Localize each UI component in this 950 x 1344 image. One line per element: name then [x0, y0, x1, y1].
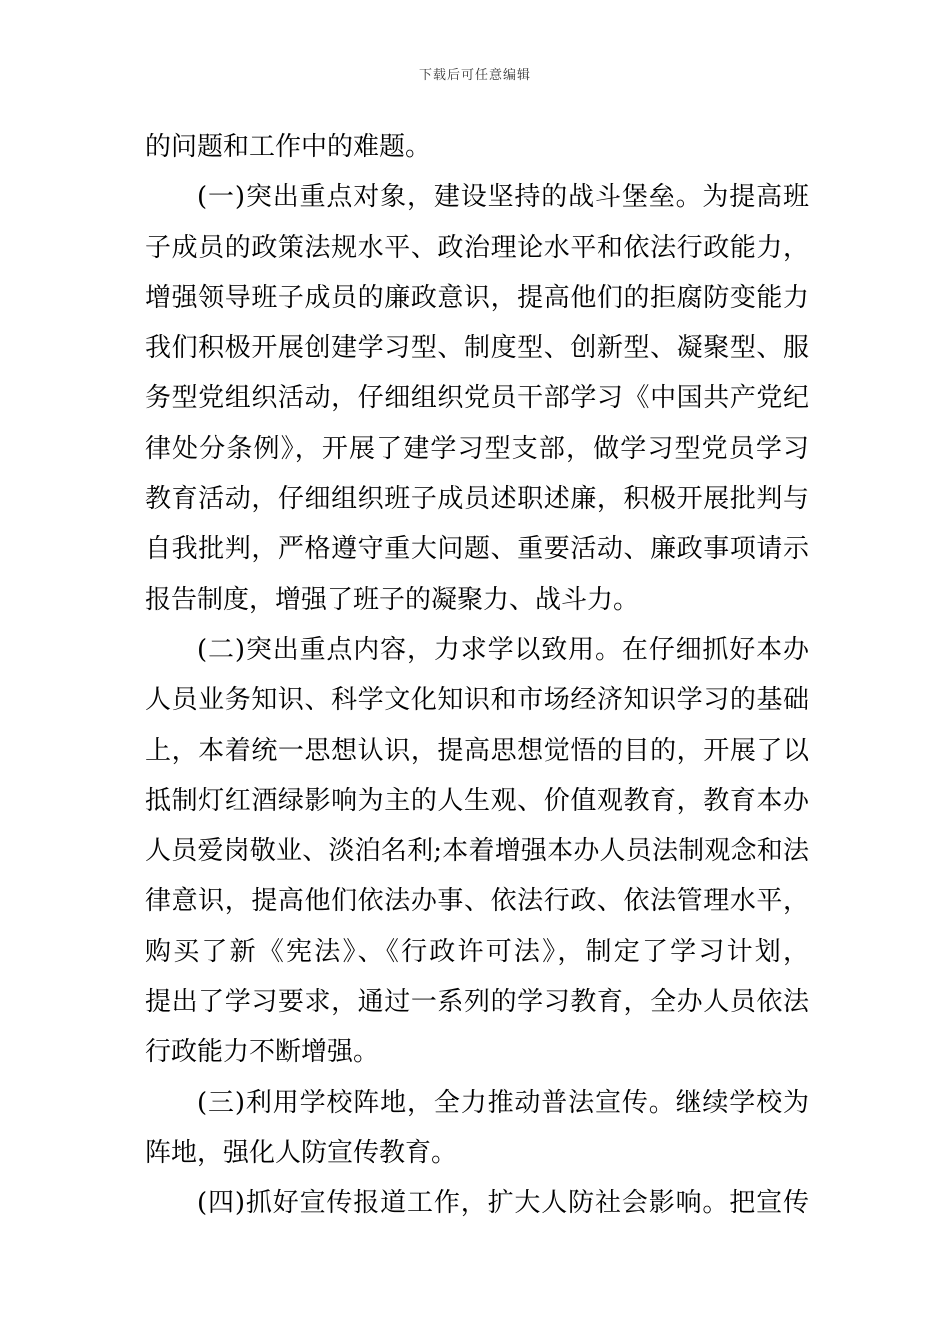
- text-line: 增强领导班子成员的廉政意识，提高他们的拒腐防变能力: [145, 282, 809, 313]
- text-line: 自我批判，严格遵守重大问题、重要活动、廉政事项请示: [145, 534, 809, 565]
- document-body: [145, 122, 809, 1229]
- page-header-note: 下载后可任意编辑: [418, 68, 531, 83]
- paragraph-heading-line: (三)利用学校阵地，全力推动普法宣传。继续学校为: [197, 1087, 809, 1118]
- text-line: 报告制度，增强了班子的凝聚力、战斗力。: [145, 584, 640, 615]
- text-line: 我们积极开展创建学习型、制度型、创新型、凝聚型、服: [145, 333, 809, 364]
- text-line: 务型党组织活动，仔细组织党员干部学习《中国共产党纪: [145, 383, 809, 414]
- text-line: 人员爱岗敬业、淡泊名利;本着增强本办人员法制观念和法: [145, 836, 809, 867]
- text-line: 律处分条例》，开展了建学习型支部，做学习型党员学习: [145, 433, 809, 464]
- paragraph-heading-line: (四)抓好宣传报道工作，扩大人防社会影响。把宣传: [197, 1188, 809, 1219]
- text-line: 教育活动，仔细组织班子成员述职述廉，积极开展批判与: [145, 484, 809, 515]
- text-line: 提出了学习要求，通过一系列的学习教育，全办人员依法: [145, 987, 809, 1018]
- text-line: 行政能力不断增强。: [145, 1037, 380, 1068]
- paragraph-heading-line: (一)突出重点对象，建设坚持的战斗堡垒。为提高班: [197, 182, 809, 213]
- text-line: 人员业务知识、科学文化知识和市场经济知识学习的基础: [145, 685, 809, 716]
- paragraph-heading-line: (二)突出重点内容，力求学以致用。在仔细抓好本办: [197, 634, 809, 665]
- text-line: 上，本着统一思想认识，提高思想觉悟的目的，开展了以: [145, 735, 809, 766]
- text-line: 阵地，强化人防宣传教育。: [145, 1137, 458, 1168]
- text-line: 抵制灯红酒绿影响为主的人生观、价值观教育，教育本办: [145, 785, 809, 816]
- text-line: 子成员的政策法规水平、政治理论水平和依法行政能力，: [145, 232, 809, 263]
- text-line: 律意识，提高他们依法办事、依法行政、依法管理水平，: [145, 886, 809, 917]
- text-line: 的问题和工作中的难题。: [145, 132, 432, 162]
- text-line: 购买了新《宪法》、《行政许可法》，制定了学习计划，: [145, 936, 809, 967]
